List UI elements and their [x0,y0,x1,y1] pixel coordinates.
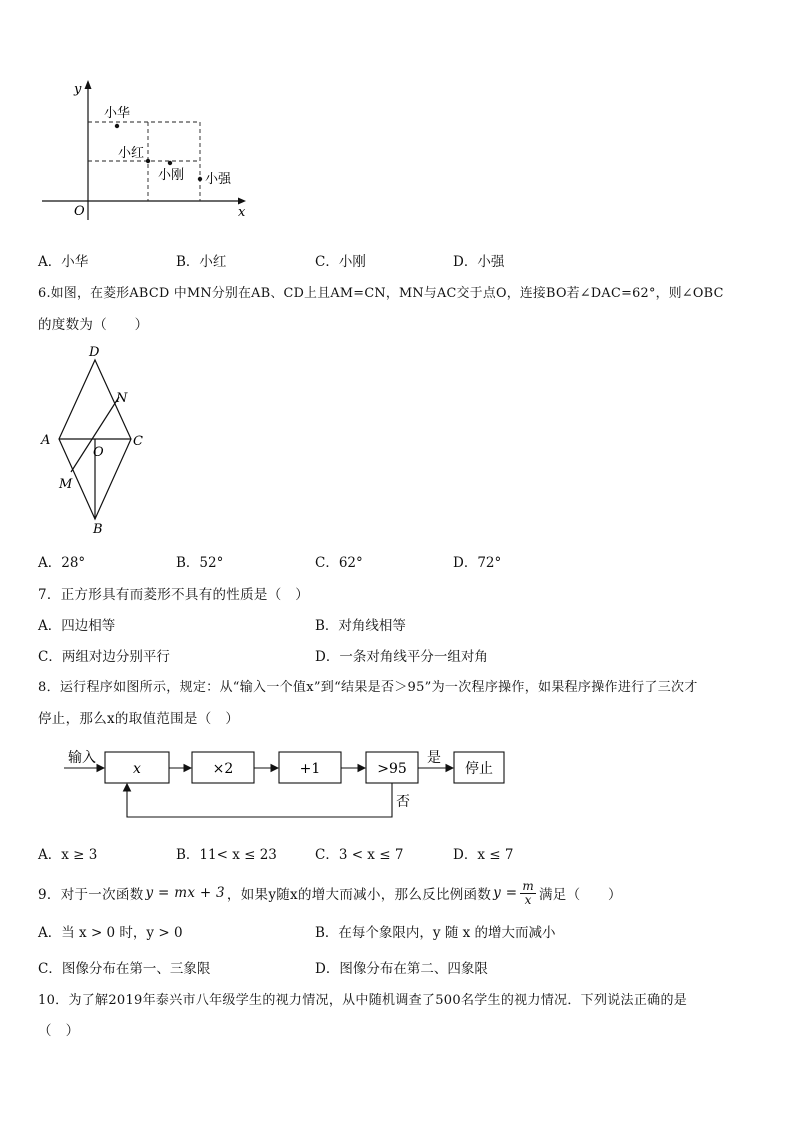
flow-box-x-label: x [133,761,141,777]
q9-option-a[interactable]: A．当 x > 0 时，y > 0 [38,925,183,941]
flow-yes-label: 是 [427,750,441,766]
q8-option-d[interactable]: D．x ≤ 7 [453,847,514,863]
point-xiaoqiang [198,177,202,181]
q8-question-line2: 停止，那么x的取值范围是（ ） [38,711,240,727]
q8-flowchart [60,740,510,825]
q9-option-c[interactable]: C．图像分布在第一、三象限 [38,961,211,977]
flow-loop-back [127,783,392,817]
q5-option-c[interactable]: C．小刚 [315,254,366,270]
label-n: N [116,391,128,406]
q8-question-line1: 8．运行程序如图所示，规定：从“输入一个值x”到“结果是否＞95”为一次程序操作，如果程序操作进行了三次才 [38,680,698,695]
q7-option-c[interactable]: C．两组对边分别平行 [38,649,170,665]
label-b: B [93,522,103,537]
flow-box-gt95-label: >95 [377,761,407,777]
flow-box-plus1-label: +1 [299,761,321,777]
q9-inverse-function-left: y = [493,885,518,902]
q5-option-a[interactable]: A．小华 [38,254,89,270]
point-xiaohong [146,159,150,163]
flow-input-label: 输入 [68,750,96,766]
point-xiaohua [115,124,119,128]
q7-question: 7．正方形具有而菱形不具有的性质是（ ） [38,587,310,603]
q10-question-line2: （ ） [38,1023,80,1039]
q9-text-part2: ，如果y随x的增大而减小，那么反比例函数 [226,887,492,904]
q6-option-c[interactable]: C．62° [315,555,363,571]
q6-rhombus-figure [35,342,155,537]
q6-question-line1: 6.如图，在菱形ABCD 中MN分别在AB、CD上且AM=CN，MN与AC交于点O，连接BO若∠DAC=62°，则∠OBC [38,286,724,301]
q6-option-b[interactable]: B．52° [176,555,224,571]
q9-question [38,880,622,906]
label-m: M [59,477,73,492]
y-axis-label: y [74,82,82,97]
label-xiaohong: 小红 [118,146,145,161]
q8-option-a[interactable]: A．x ≥ 3 [38,847,98,863]
label-a: A [41,433,51,448]
x-axis-label: x [238,205,246,220]
flow-box-times2-label: ×2 [212,761,234,777]
q9-text-part1: 9．对于一次函数 [38,887,144,904]
q6-question-line2: 的度数为（ ） [38,317,149,333]
q5-option-d[interactable]: D．小强 [453,254,505,270]
q9-text-part3: 满足（ ） [539,887,622,904]
flow-box-stop-label: 停止 [465,761,493,777]
label-xiaogang: 小刚 [158,168,185,183]
q6-option-a[interactable]: A．28° [38,555,86,571]
q9-fraction-denominator: x [524,892,532,907]
q5-option-b[interactable]: B．小红 [176,254,227,270]
flow-no-label: 否 [396,794,410,810]
q7-option-d[interactable]: D．一条对角线平分一组对角 [315,649,488,665]
label-c: C [133,434,143,449]
q5-coordinate-figure [30,75,260,225]
origin-label: O [74,204,85,219]
q7-option-b[interactable]: B．对角线相等 [315,618,406,634]
label-xiaoqiang: 小强 [205,172,232,187]
label-o: O [93,445,104,460]
q9-option-d[interactable]: D．图像分布在第二、四象限 [315,961,488,977]
q8-option-b[interactable]: B．11< x ≤ 23 [176,847,277,863]
q9-linear-function: y = mx + 3 [145,885,225,902]
label-d: D [89,345,100,360]
label-xiaohua: 小华 [104,106,131,121]
q10-question-line1: 10．为了解2019年泰兴市八年级学生的视力情况，从中随机调查了500名学生的视力情况．下列说法正确的是 [38,993,688,1008]
q9-option-b[interactable]: B．在每个象限内，y 随 x 的增大而减小 [315,925,556,941]
q9-fraction [520,880,536,906]
q9-fraction-numerator: m [522,879,534,893]
q6-option-d[interactable]: D．72° [453,555,502,571]
q7-option-a[interactable]: A．四边相等 [38,618,116,634]
point-xiaogang [168,161,172,165]
q8-option-c[interactable]: C．3 < x ≤ 7 [315,847,404,863]
